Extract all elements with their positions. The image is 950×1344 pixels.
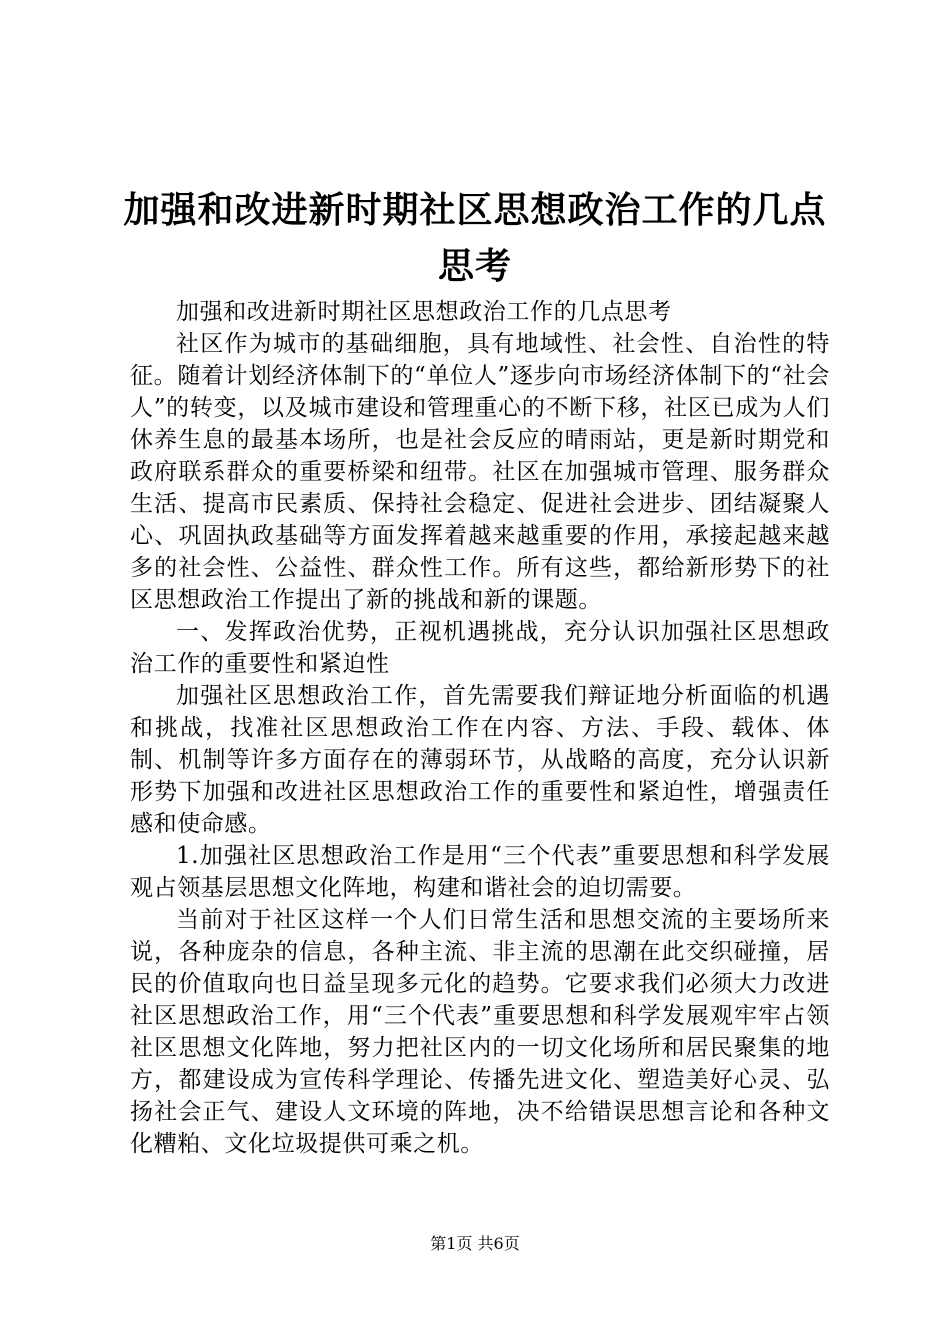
section-heading: 一、发挥政治优势，正视机遇挑战，充分认识加强社区思想政治工作的重要性和紧迫性 (130, 619, 830, 677)
page-title: 加强和改进新时期社区思想政治工作的几点思考 (123, 189, 827, 287)
page-number-footer: 第1页 共6页 (430, 1234, 520, 1253)
numbered-point: 1.加强社区思想政治工作是用“三个代表”重要思想和科学发展观占领基层思想文化阵地，构建和谐社会的迫切需要。 (130, 843, 830, 901)
body-paragraph: 加强社区思想政治工作，首先需要我们辩证地分析面临的机遇和挑战，找准社区思想政治工作在内容、方法、手段、载体、体制、机制等许多方面存在的薄弱环节，从战略的高度，充分认识新形势下加强和改进社区思想政治工作的重要性和紧迫性，增强责任感和使命感。 (130, 683, 830, 837)
body-paragraph: 当前对于社区这样一个人们日常生活和思想交流的主要场所来说，各种庞杂的信息，各种主流、非主流的思潮在此交织碰撞，居民的价值取向也日益呈现多元化的趋势。它要求我们必须大力改进社区思想政治工作，用“三个代表”重要思想和科学发展观牢牢占领社区思想文化阵地，努力把社区内的一切文化场所和居民聚集的地方，都建设成为宣传科学理论、传播先进文化、塑造美好心灵、弘扬社会正气、建设人文环境的阵地，决不给错误思想言论和各种文化糟粕、文化垃圾提供可乘之机。 (130, 907, 830, 1157)
document-body (130, 296, 830, 1160)
body-paragraph: 社区作为城市的基础细胞，具有地域性、社会性、自治性的特征。随着计划经济体制下的“单位人”逐步向市场经济体制下的“社会人”的转变，以及城市建设和管理重心的不断下移，社区已成为人们休养生息的最基本场所，也是社会反应的晴雨站，更是新时期党和政府联系群众的重要桥梁和纽带。社区在加强城市管理、服务群众生活、提高市民素质、保持社会稳定、促进社会进步、团结凝聚人心、巩固执政基础等方面发挥着越来越重要的作用，承接起越来越多的社会性、公益性、群众性工作。所有这些，都给新形势下的社区思想政治工作提出了新的挑战和新的课题。 (130, 331, 830, 613)
subtitle-paragraph: 加强和改进新时期社区思想政治工作的几点思考 (176, 299, 672, 325)
